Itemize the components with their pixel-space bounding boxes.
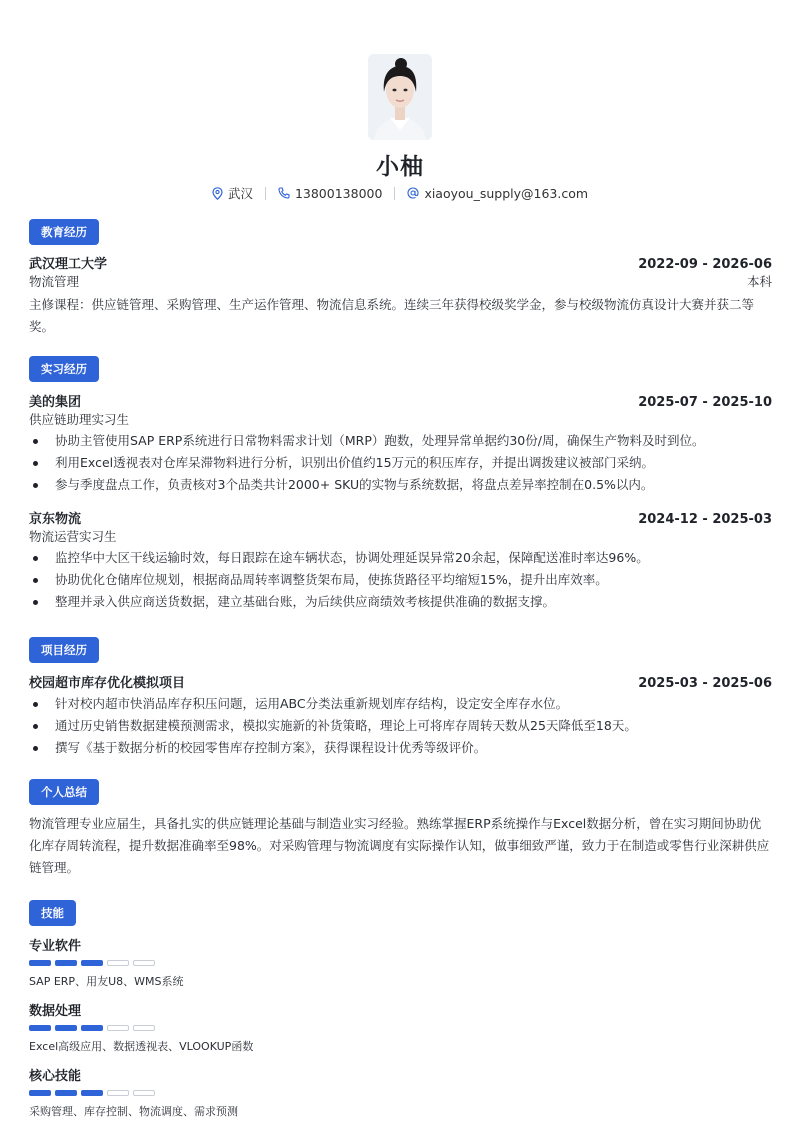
company-name: 京东物流 bbox=[29, 512, 82, 527]
contact-location bbox=[212, 184, 253, 202]
avatar bbox=[368, 54, 432, 140]
skill-description: SAP ERP、用友U8、WMS系统 bbox=[29, 975, 184, 988]
skill-name: 核心技能 bbox=[29, 1069, 82, 1084]
internship-section bbox=[29, 356, 772, 613]
education-date: 2022-09 - 2026-06 bbox=[638, 257, 772, 272]
major: 物流管理 bbox=[29, 274, 80, 289]
project-section bbox=[29, 637, 772, 759]
list-item: 利用Excel透视表对仓库呆滞物料进行分析，识别出价值约15万元的积压库存，并提出调拨建议被部门采纳。 bbox=[29, 452, 772, 474]
education-subheader bbox=[29, 272, 772, 290]
skill-level-filled bbox=[29, 1025, 51, 1031]
project-date: 2025-03 - 2025-06 bbox=[638, 676, 772, 691]
job-role: 供应链助理实习生 bbox=[29, 412, 130, 427]
location-text: 武汉 bbox=[227, 186, 253, 201]
degree: 本科 bbox=[746, 274, 772, 289]
skill-level-filled bbox=[29, 960, 51, 966]
job-bullets bbox=[29, 430, 772, 496]
list-item: 监控华中大区干线运输时效，每日跟踪在途车辆状态，协调处理延误异常20余起，保障配送准时率达96%。 bbox=[29, 547, 772, 569]
skill-level-bars bbox=[29, 1025, 772, 1031]
at-sign-icon bbox=[407, 187, 419, 199]
skill-level-empty bbox=[107, 960, 129, 966]
skill-name: 数据处理 bbox=[29, 1004, 82, 1019]
skill-level-filled bbox=[81, 960, 103, 966]
list-item: 通过历史销售数据建模预测需求，模拟实施新的补货策略，理论上可将库存周转天数从25天降低至18天。 bbox=[29, 715, 772, 737]
job-header bbox=[29, 508, 772, 527]
skill-level-filled bbox=[81, 1090, 103, 1096]
skill-level-filled bbox=[55, 960, 77, 966]
skill-description: Excel高级应用、数据透视表、VLOOKUP函数 bbox=[29, 1040, 254, 1053]
list-item: 协助优化仓储库位规划，根据商品周转率调整货架布局，使拣货路径平均缩短15%，提升出库效率。 bbox=[29, 569, 772, 591]
phone-text: 13800138000 bbox=[294, 185, 383, 201]
location-pin-icon bbox=[212, 187, 223, 200]
section-badge-project: 项目经历 bbox=[29, 637, 99, 663]
project-header bbox=[29, 672, 772, 691]
job-entry bbox=[29, 508, 772, 613]
job-role: 物流运营实习生 bbox=[29, 529, 117, 544]
contact-divider bbox=[394, 187, 395, 200]
list-item: 撰写《基于数据分析的校园零售库存控制方案》，获得课程设计优秀等级评价。 bbox=[29, 737, 772, 759]
summary-text: 物流管理专业应届生，具备扎实的供应链理论基础与制造业实习经验。熟练掌握ERP系统操作与Excel数据分析，曾在实习期间协助优化库存周转流程，提升数据准确率至98%。对采购管理与物流调度有实际操作认知，做事细致严谨，致力于在制造或零售行业深耕供应链管理。 bbox=[29, 816, 770, 875]
job-date: 2024-12 - 2025-03 bbox=[638, 512, 772, 527]
education-header bbox=[29, 253, 772, 272]
section-badge-education: 教育经历 bbox=[29, 219, 99, 245]
email-text: xiaoyou_supply@163.com bbox=[424, 185, 589, 201]
skill-item bbox=[29, 1000, 772, 1054]
skill-level-bars bbox=[29, 960, 772, 966]
skill-item bbox=[29, 1065, 772, 1119]
skill-level-empty bbox=[133, 1025, 155, 1031]
skill-level-bars bbox=[29, 1090, 772, 1096]
skill-level-filled bbox=[29, 1090, 51, 1096]
skills-section bbox=[29, 900, 772, 1119]
school-name: 武汉理工大学 bbox=[29, 257, 108, 272]
education-description: 主修课程：供应链管理、采购管理、生产运作管理、物流信息系统。连续三年获得校级奖学金，参与校级物流仿真设计大赛并获二等奖。 bbox=[29, 297, 755, 334]
project-name: 校园超市库存优化模拟项目 bbox=[29, 676, 186, 691]
section-badge-skills: 技能 bbox=[29, 900, 76, 926]
contact-email[interactable] bbox=[407, 186, 588, 201]
contact-divider bbox=[265, 187, 266, 200]
project-bullets bbox=[29, 693, 772, 759]
job-header bbox=[29, 391, 772, 410]
skill-level-empty bbox=[107, 1090, 129, 1096]
section-badge-internship: 实习经历 bbox=[29, 356, 99, 382]
portrait-photo bbox=[368, 54, 432, 140]
list-item: 整理并录入供应商送货数据，建立基础台账，为后续供应商绩效考核提供准确的数据支撑。 bbox=[29, 591, 772, 613]
skill-name: 专业软件 bbox=[29, 939, 82, 954]
skills-list bbox=[29, 935, 772, 1119]
candidate-name: 小柚 bbox=[376, 154, 424, 180]
skill-level-filled bbox=[81, 1025, 103, 1031]
list-item: 参与季度盘点工作，负责核对3个品类共计2000+ SKU的实物与系统数据，将盘点差异率控制在0.5%以内。 bbox=[29, 474, 772, 496]
contact-info bbox=[0, 184, 800, 202]
section-badge-summary: 个人总结 bbox=[29, 779, 99, 805]
skill-level-empty bbox=[133, 1090, 155, 1096]
skill-level-empty bbox=[107, 1025, 129, 1031]
job-entry bbox=[29, 391, 772, 496]
skill-level-filled bbox=[55, 1090, 77, 1096]
contact-phone[interactable] bbox=[278, 186, 382, 201]
list-item: 针对校内超市快消品库存积压问题，运用ABC分类法重新规划库存结构，设定安全库存水位。 bbox=[29, 693, 772, 715]
job-bullets bbox=[29, 547, 772, 613]
company-name: 美的集团 bbox=[29, 395, 82, 410]
summary-section bbox=[29, 779, 772, 879]
phone-icon bbox=[278, 187, 290, 199]
skill-level-filled bbox=[55, 1025, 77, 1031]
education-section bbox=[29, 219, 772, 338]
skill-description: 采购管理、库存控制、物流调度、需求预测 bbox=[29, 1105, 238, 1118]
skill-item bbox=[29, 935, 772, 989]
list-item: 协助主管使用SAP ERP系统进行日常物料需求计划（MRP）跑数，处理异常单据约30份/周，确保生产物料及时到位。 bbox=[29, 430, 772, 452]
skill-level-empty bbox=[133, 960, 155, 966]
job-date: 2025-07 - 2025-10 bbox=[638, 395, 772, 410]
